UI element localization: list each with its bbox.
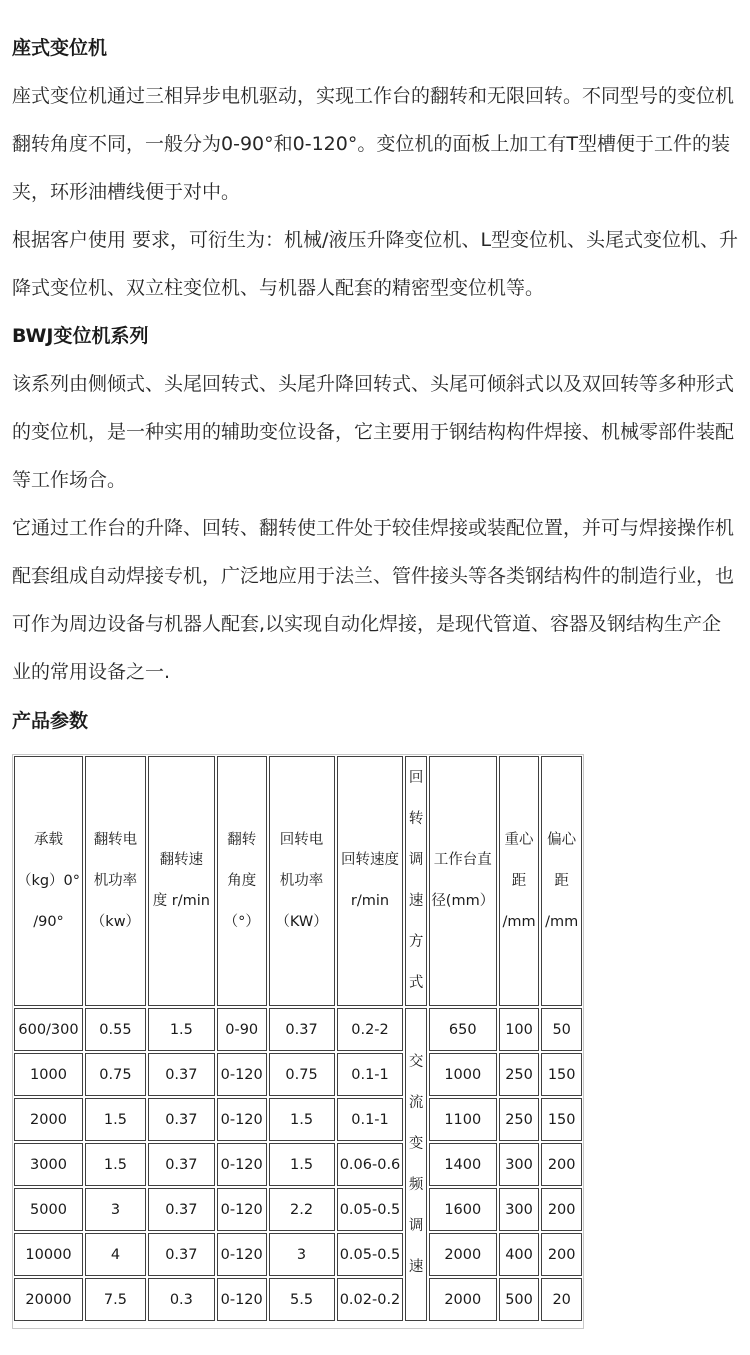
table-cell: 20	[541, 1278, 582, 1321]
table-cell: 0.37	[148, 1053, 215, 1096]
header-cell-line: 转	[408, 811, 424, 827]
speed-mode-char: 频	[408, 1176, 424, 1193]
table-cell: 500	[499, 1278, 540, 1321]
table-cell: 10000	[14, 1233, 83, 1276]
table-cell: 0.05-0.5	[337, 1233, 404, 1276]
header-cell-line: 翻转速	[159, 852, 204, 868]
table-cell: 1.5	[148, 1008, 215, 1051]
table-cell: 1.5	[269, 1143, 335, 1186]
table-cell: 20000	[14, 1278, 83, 1321]
table-cell: 2000	[429, 1278, 497, 1321]
table-cell: 0.37	[148, 1188, 215, 1231]
table-cell: 4	[85, 1233, 146, 1276]
table-cell: 0.75	[85, 1053, 146, 1096]
table-row	[14, 1098, 582, 1141]
table-cell: 0.1-1	[337, 1053, 404, 1096]
table-row	[14, 1143, 582, 1186]
table-cell: 0.06-0.6	[337, 1143, 404, 1186]
header-cell	[405, 756, 426, 1006]
table-cell: 0.37	[148, 1233, 215, 1276]
header-cell-line: 翻转电	[93, 831, 138, 848]
table-cell: 0-120	[217, 1188, 267, 1231]
header-cell	[269, 756, 335, 1006]
table-cell: 200	[541, 1233, 582, 1276]
header-cell-line: 机功率	[279, 872, 324, 889]
table-cell: 1000	[14, 1053, 83, 1096]
table-cell: 0.05-0.5	[337, 1188, 404, 1231]
table-cell: 2000	[429, 1233, 497, 1276]
table-row	[14, 1188, 582, 1231]
paragraph-seat-positioner-variants: 根据客户使用 要求，可衍生为：机械/液压升降变位机、L型变位机、头尾式变位机、升降式变位机、双立柱变位机、与机器人配套的精密型变位机等。	[12, 229, 739, 299]
table-cell: 400	[499, 1233, 540, 1276]
table-cell: 600/300	[14, 1008, 83, 1051]
table-cell: 300	[499, 1143, 540, 1186]
table-cell: 0.1-1	[337, 1098, 404, 1141]
speed-mode-char: 流	[408, 1094, 424, 1111]
table-row	[14, 1233, 582, 1276]
header-cell-line: /mm	[502, 913, 536, 930]
header-cell-line: 角度	[227, 872, 257, 889]
header-cell	[148, 756, 215, 1006]
header-cell-line: 式	[408, 975, 424, 991]
table-row	[14, 1053, 582, 1096]
header-cell-line: 机功率	[93, 872, 138, 889]
table-cell: 1.5	[269, 1098, 335, 1141]
header-cell-line: 偏心	[547, 831, 577, 848]
speed-mode-char: 变	[408, 1135, 424, 1152]
table-cell: 150	[541, 1053, 582, 1096]
paragraph-seat-positioner-intro: 座式变位机通过三相异步电机驱动，实现工作台的翻转和无限回转。不同型号的变位机翻转角度不同，一般分为0-90°和0-120°。变位机的面板上加工有T型槽便于工件的装夹，环形油槽线便于对中。	[12, 85, 735, 203]
speed-mode-merged-cell	[405, 1008, 426, 1321]
header-cell-line: 径(mm）	[431, 893, 495, 909]
header-cell	[14, 756, 83, 1006]
heading-seat-positioner: 座式变位机	[12, 37, 108, 59]
table-cell: 0.37	[269, 1008, 335, 1051]
table-cell: 5.5	[269, 1278, 335, 1321]
table-cell: 0-120	[217, 1098, 267, 1141]
speed-mode-char: 调	[408, 1217, 424, 1234]
table-cell: 50	[541, 1008, 582, 1051]
speed-mode-char: 交	[408, 1053, 424, 1070]
table-cell: 0-120	[217, 1143, 267, 1186]
table-row	[14, 1278, 582, 1321]
speed-mode-char: 速	[408, 1258, 424, 1275]
header-cell-line: 工作台直	[433, 852, 492, 868]
header-cell-line: （°）	[223, 913, 260, 930]
header-cell-line: 回转电	[279, 831, 324, 848]
heading-product-parameters: 产品参数	[12, 710, 89, 732]
table-cell: 0.3	[148, 1278, 215, 1321]
table-cell: 0.55	[85, 1008, 146, 1051]
table-cell: 1100	[429, 1098, 497, 1141]
header-cell-line: 方	[408, 934, 424, 950]
table-cell: 3	[85, 1188, 146, 1231]
table-cell: 250	[499, 1098, 540, 1141]
table-cell: 1000	[429, 1053, 497, 1096]
table-cell: 250	[499, 1053, 540, 1096]
header-cell-line: /mm	[545, 913, 579, 930]
table-row	[14, 1008, 582, 1051]
header-cell	[337, 756, 404, 1006]
header-cell	[217, 756, 267, 1006]
header-cell-line: 重心	[504, 831, 534, 848]
table-cell: 2000	[14, 1098, 83, 1141]
header-cell-line: r/min	[350, 893, 390, 909]
header-cell-line: /90°	[33, 913, 64, 930]
header-cell	[429, 756, 497, 1006]
table-cell: 0-120	[217, 1053, 267, 1096]
header-cell-line: 承载	[34, 831, 63, 848]
table-cell: 2.2	[269, 1188, 335, 1231]
table-cell: 3	[269, 1233, 335, 1276]
header-cell-line: 翻转	[227, 831, 257, 848]
heading-bwj-series: BWJ变位机系列	[12, 325, 149, 347]
table-cell: 3000	[14, 1143, 83, 1186]
table-cell: 200	[541, 1143, 582, 1186]
header-cell	[541, 756, 582, 1006]
header-cell-line: 回转速度	[341, 852, 399, 868]
table-cell: 0.02-0.2	[337, 1278, 404, 1321]
table-cell: 300	[499, 1188, 540, 1231]
table-cell: 0.37	[148, 1098, 215, 1141]
table-cell: 5000	[14, 1188, 83, 1231]
header-cell-line: 速	[408, 893, 424, 909]
table-cell: 0.2-2	[337, 1008, 404, 1051]
header-cell	[85, 756, 146, 1006]
header-cell-line: 度 r/min	[152, 893, 211, 909]
header-cell-line: 调	[408, 852, 424, 868]
header-cell-line: 距	[511, 872, 527, 889]
table-header-row	[14, 756, 582, 1006]
table-cell: 1600	[429, 1188, 497, 1231]
table-cell: 0-120	[217, 1278, 267, 1321]
spec-table-frame	[12, 754, 584, 1329]
header-cell	[499, 756, 540, 1006]
table-cell: 7.5	[85, 1278, 146, 1321]
header-cell-line: （kg）0°	[16, 872, 81, 889]
table-cell: 200	[541, 1188, 582, 1231]
table-cell: 0.75	[269, 1053, 335, 1096]
header-cell-line: 回	[408, 770, 424, 786]
table-cell: 0-120	[217, 1233, 267, 1276]
table-cell: 100	[499, 1008, 540, 1051]
table-cell: 650	[429, 1008, 497, 1051]
table-cell: 1.5	[85, 1098, 146, 1141]
table-cell: 0-90	[217, 1008, 267, 1051]
table-cell: 0.37	[148, 1143, 215, 1186]
header-cell-line: （KW）	[275, 913, 328, 930]
header-cell-line: （kw）	[90, 913, 141, 930]
spec-table	[12, 754, 584, 1323]
table-cell: 1.5	[85, 1143, 146, 1186]
header-cell-line: 距	[554, 872, 569, 889]
table-cell: 150	[541, 1098, 582, 1141]
paragraph-bwj-series-usage: 它通过工作台的升降、回转、翻转使工件处于较佳焊接或装配位置，并可与焊接操作机配套组成自动焊接专机，广泛地应用于法兰、管件接头等各类钢结构件的制造行业，也可作为周边设备与机器人配套,以实现自动化焊接，是现代管道、容器及钢结构生产企业的常用设备之一.	[12, 517, 735, 683]
paragraph-bwj-series-intro: 该系列由侧倾式、头尾回转式、头尾升降回转式、头尾可倾斜式以及双回转等多种形式的变位机，是一种实用的辅助变位设备，它主要用于钢结构构件焊接、机械零部件装配等工作场合。	[12, 373, 735, 491]
table-cell: 1400	[429, 1143, 497, 1186]
